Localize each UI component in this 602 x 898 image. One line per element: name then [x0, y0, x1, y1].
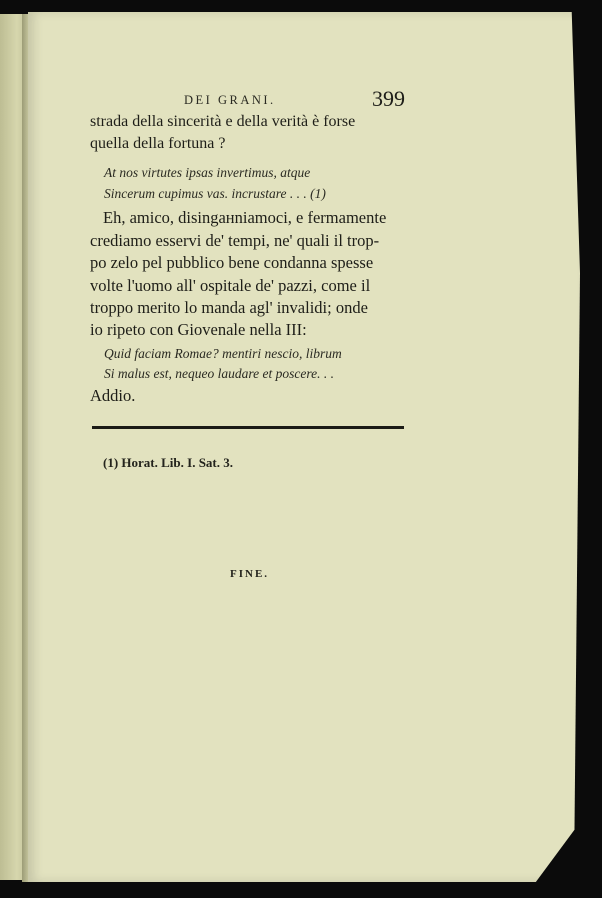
left-page-edge	[0, 14, 24, 880]
paragraph-line: io ripeto con Giovenale nella III:	[90, 320, 307, 339]
running-head: DEI GRANI.	[184, 93, 276, 107]
closing-word: Addio.	[90, 386, 136, 405]
end-mark: FINE.	[230, 568, 270, 580]
page-number: 399	[372, 86, 405, 111]
paragraph-line: volte l'uomo all' ospitale de' pazzi, come il	[90, 276, 371, 295]
quote-line: Sincerum cupimus vas. incrustare . . . (1)	[104, 186, 326, 201]
text-line: strada della sincerità e della verità è forse	[90, 113, 356, 130]
paragraph-line: troppo merito lo manda agl' invalidi; onde	[90, 298, 368, 317]
quote-line: Si malus est, nequeo laudare et poscere. . .	[104, 366, 334, 381]
quote-line: At nos virtutes ipsas invertimus, atque	[104, 165, 311, 180]
text-line: quella della fortuna ?	[90, 135, 226, 152]
quote-line: Quid faciam Romae? mentiri nescio, librum	[104, 346, 342, 361]
footnote-rule	[92, 426, 404, 429]
paragraph-line: Eh, amico, disingанniamoci, e fermamente	[103, 208, 387, 227]
paragraph-line: crediamo esservi de' tempi, ne' quali il trop-	[90, 231, 380, 250]
footnote: (1) Horat. Lib. I. Sat. 3.	[103, 455, 233, 470]
paragraph-line: po zelo pel pubblico bene condanna spesse	[90, 253, 374, 272]
